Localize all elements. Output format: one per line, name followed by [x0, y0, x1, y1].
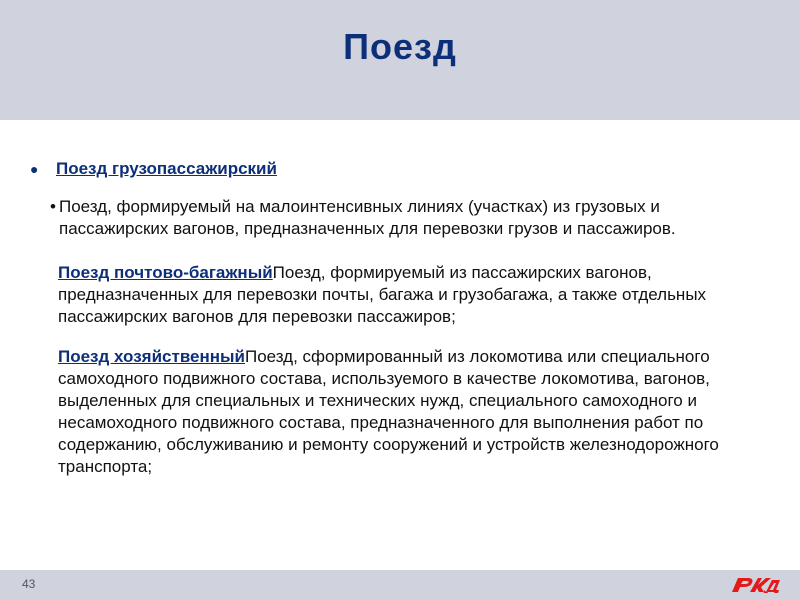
small-bullet-icon: •: [50, 197, 56, 216]
list-item-mail-baggage: [30, 262, 770, 328]
term-service[interactable]: Поезд хозяйственный: [58, 347, 245, 366]
list-item-service: [30, 346, 770, 478]
bullet-icon: ●: [30, 161, 39, 177]
definition-service: Поезд, сформированный из локомотива или специального самоходного подвижного состава, используемого в качестве локомотива, вагонов, выделенных для специальных и технических нужд, специального самоходного и несамоходного подвижного состава, предназначенного для выполнения работ по содержанию, обслуживанию и ремонту сооружений и устройств железнодорожного транспорта;: [58, 347, 719, 476]
page-title: Поезд: [343, 26, 457, 67]
page-number: 43: [22, 577, 36, 591]
list-item-freight-passenger: [30, 158, 770, 180]
term-freight-passenger[interactable]: Поезд грузопассажирский: [56, 159, 277, 178]
footer-band: [0, 570, 800, 600]
content-area: [30, 158, 770, 478]
rzd-logo-icon: [728, 574, 784, 596]
term-mail-baggage[interactable]: Поезд почтово-багажный: [58, 263, 273, 282]
definition-mail-baggage: Поезд, формируемый из пассажирских вагонов, предназначенных для перевозки почты, багажа и грузобагажа, а также отдельных пассажирских вагонов для перевозки пассажиров;: [58, 263, 707, 326]
definition-freight-passenger-block: [30, 196, 770, 240]
definition-freight-passenger: Поезд, формируемый на малоинтенсивных линиях (участках) из грузовых и пассажирских вагонов, предназначенных для перевозки грузов и пассажиров.: [59, 197, 676, 238]
